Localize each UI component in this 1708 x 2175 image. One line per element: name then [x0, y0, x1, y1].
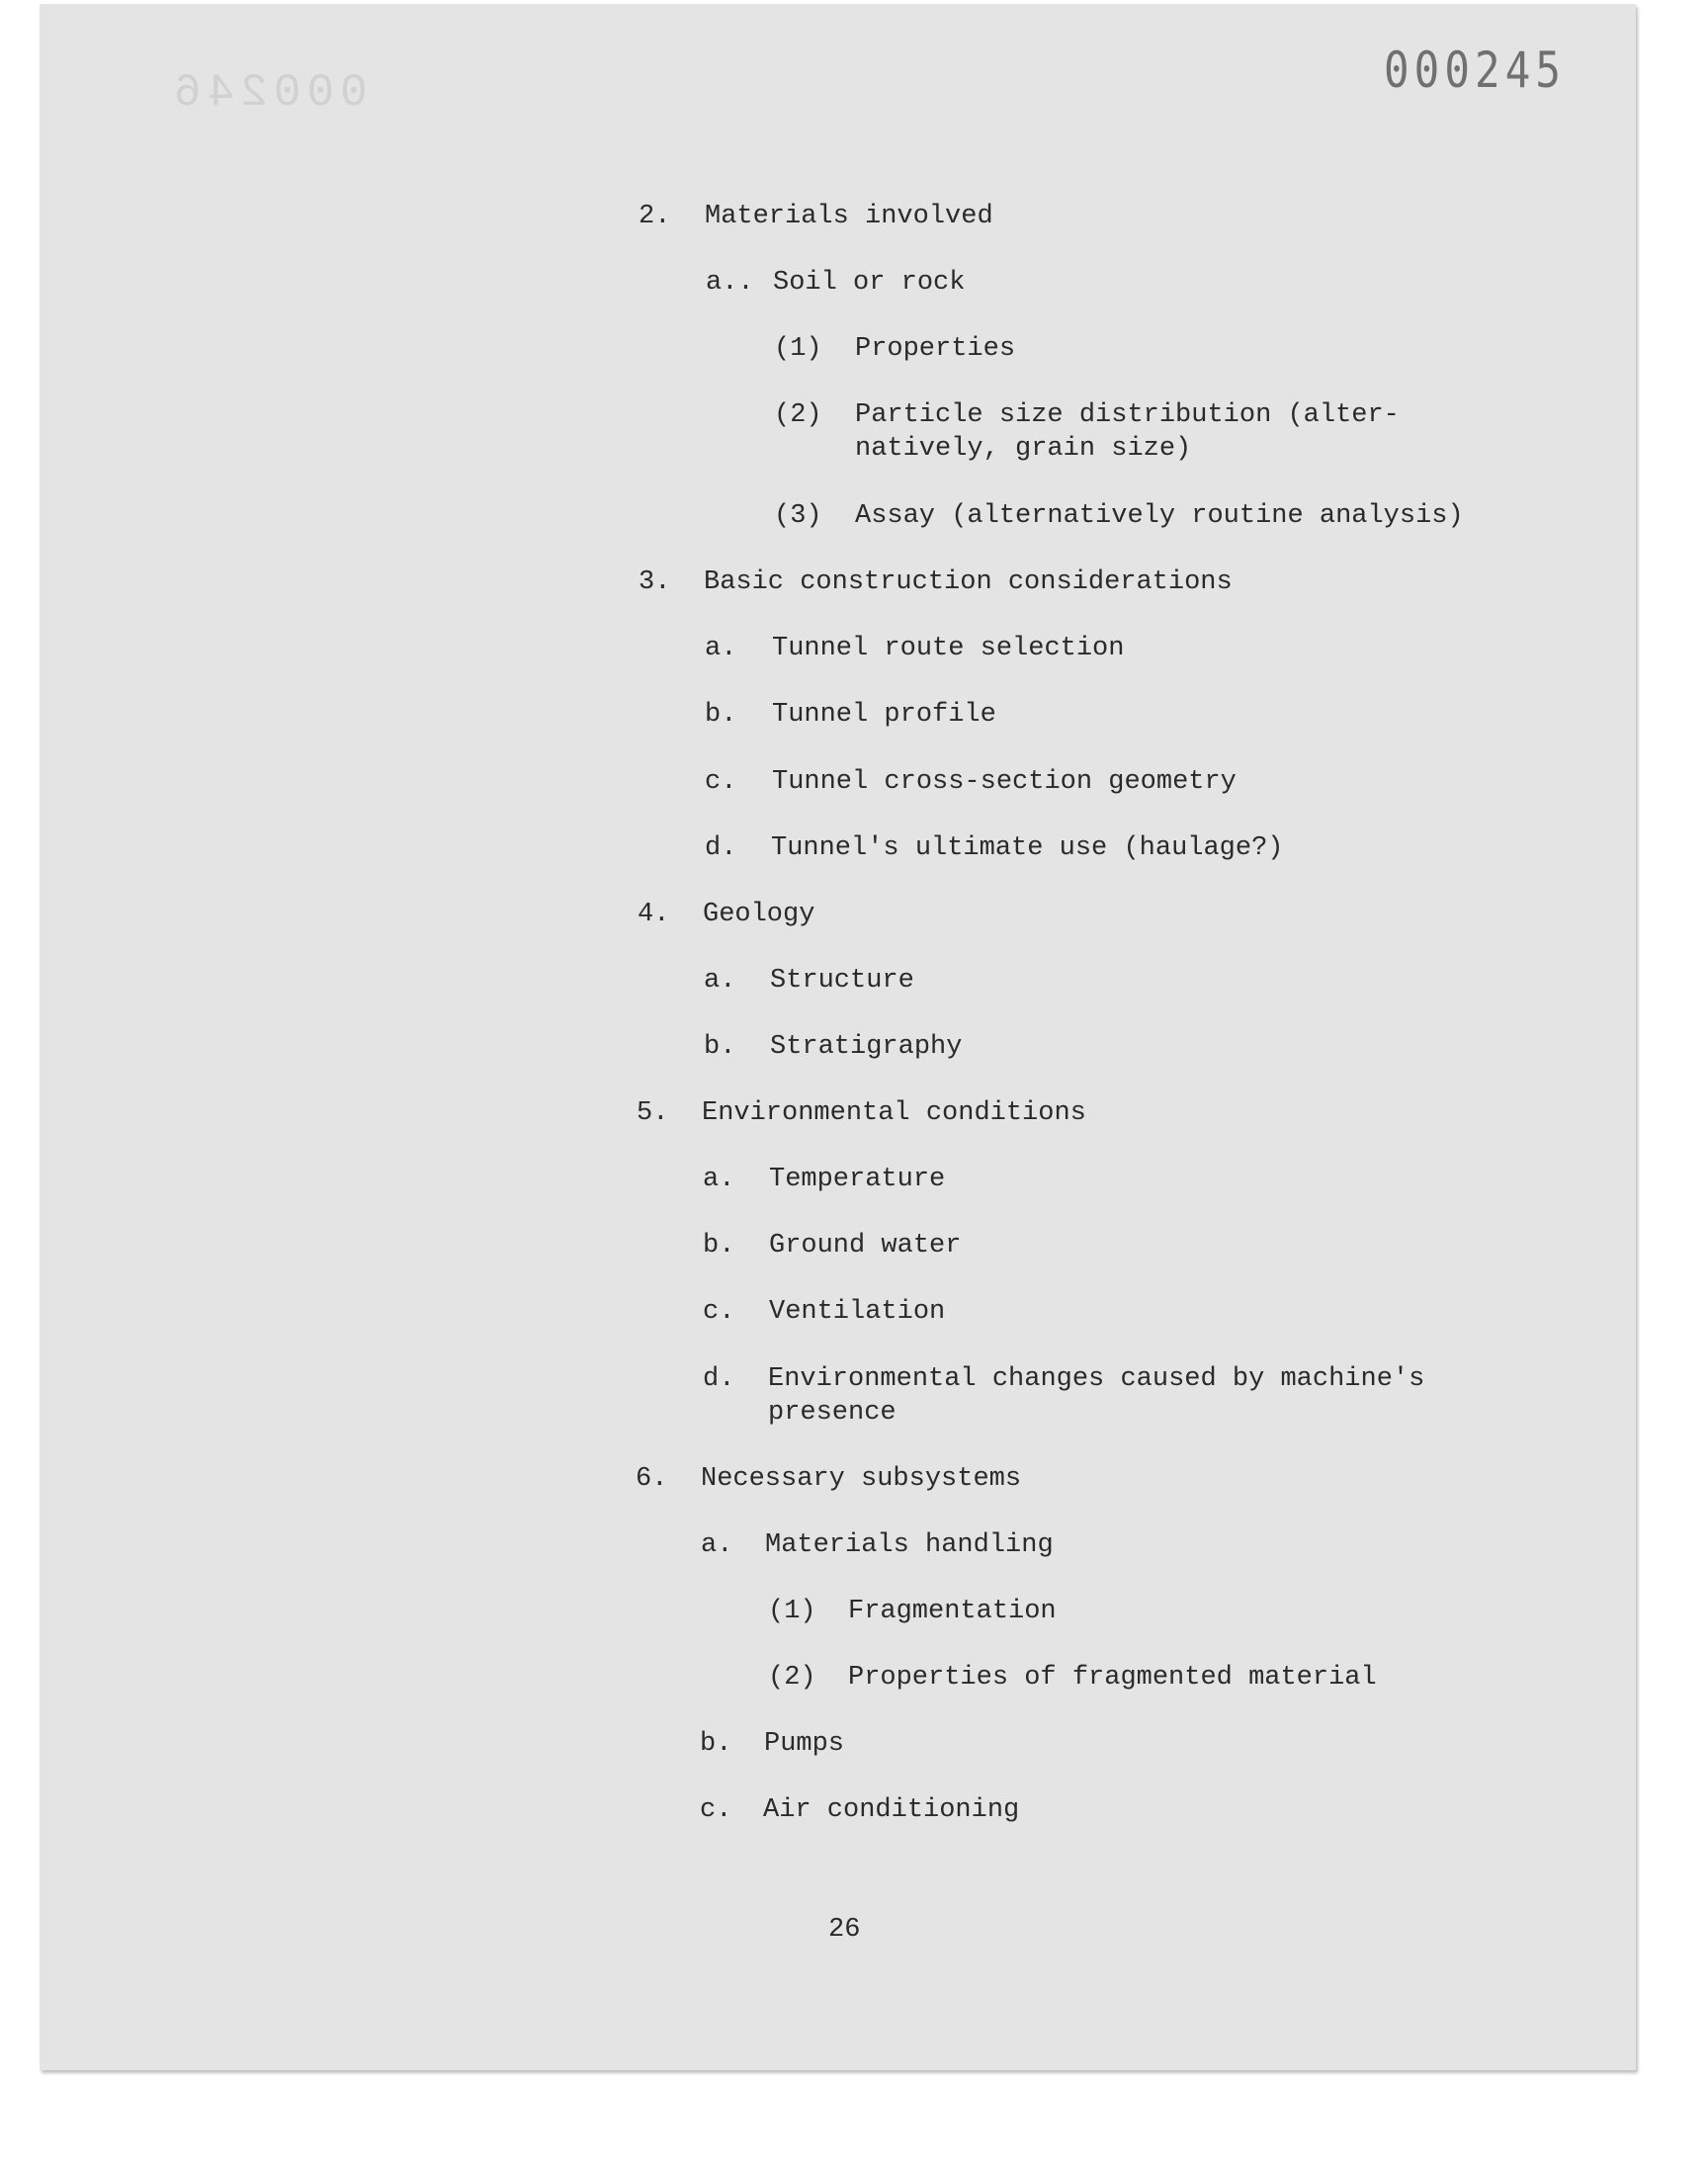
- item-marker: b.: [703, 1231, 735, 1261]
- item-text: Soil or rock: [773, 268, 966, 298]
- item-marker: a.: [701, 1530, 733, 1560]
- item-marker: (1): [768, 1597, 816, 1626]
- item-marker: 3.: [639, 567, 671, 597]
- item-marker: (1): [774, 334, 822, 364]
- item-marker: (2): [768, 1663, 816, 1693]
- item-marker: (3): [774, 501, 822, 531]
- item-marker: 6.: [636, 1464, 668, 1494]
- item-text: Properties: [855, 334, 1016, 364]
- item-text: Environmental changes caused by machine's: [768, 1364, 1425, 1394]
- item-marker: d.: [703, 1364, 735, 1394]
- page-number: 26: [828, 1915, 861, 1945]
- item-marker: 5.: [637, 1098, 669, 1128]
- item-text: Geology: [703, 900, 815, 929]
- item-text: Materials handling: [765, 1530, 1054, 1560]
- item-text: Tunnel profile: [772, 700, 996, 730]
- item-text: Environmental conditions: [702, 1098, 1086, 1128]
- item-text: Structure: [770, 966, 914, 996]
- item-text: Necessary subsystems: [701, 1464, 1022, 1494]
- item-marker: a.: [705, 634, 737, 663]
- item-marker: c.: [705, 767, 737, 797]
- item-text: Particle size distribution (alter-: [855, 400, 1400, 430]
- item-text: Fragmentation: [848, 1597, 1057, 1626]
- item-text: Ground water: [769, 1231, 962, 1261]
- item-marker: a.: [703, 1165, 735, 1194]
- item-text: Assay (alternatively routine analysis): [855, 501, 1464, 531]
- item-text: Ventilation: [769, 1297, 946, 1327]
- item-marker: 2.: [639, 202, 671, 231]
- item-text: Stratigraphy: [770, 1032, 963, 1062]
- item-text: natively, grain size): [855, 434, 1192, 464]
- item-text: Basic construction considerations: [704, 567, 1233, 597]
- item-text: Properties of fragmented material: [848, 1663, 1377, 1693]
- item-text: presence: [768, 1398, 897, 1428]
- item-text: Tunnel cross-section geometry: [772, 767, 1237, 797]
- item-marker: c.: [700, 1795, 732, 1825]
- item-marker: a.: [704, 966, 736, 996]
- bleed-through-number: 000246: [168, 67, 368, 119]
- item-text: Tunnel's ultimate use (haulage?): [771, 833, 1284, 863]
- item-marker: b.: [705, 700, 737, 730]
- item-marker: b.: [704, 1032, 736, 1062]
- document-number: 000245: [1384, 42, 1567, 99]
- item-text: Air conditioning: [763, 1795, 1020, 1825]
- item-marker: 4.: [638, 900, 670, 929]
- item-marker: (2): [774, 400, 822, 430]
- item-text: Pumps: [764, 1729, 845, 1759]
- item-text: Tunnel route selection: [772, 634, 1125, 663]
- item-marker: a..: [706, 268, 754, 298]
- item-marker: d.: [705, 833, 737, 863]
- scanner-margin: [0, 2086, 1708, 2175]
- item-marker: b.: [700, 1729, 732, 1759]
- item-marker: c.: [703, 1297, 735, 1327]
- item-text: Temperature: [769, 1165, 946, 1194]
- item-text: Materials involved: [705, 202, 993, 231]
